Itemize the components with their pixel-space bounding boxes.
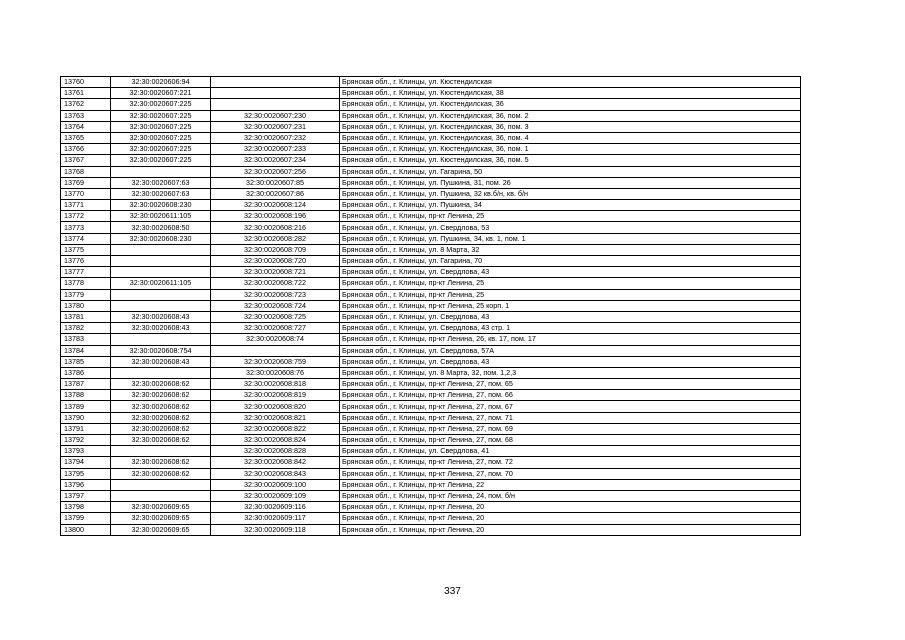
parent-cadastral-number-cell (111, 367, 211, 378)
record-number-cell: 13769 (61, 177, 111, 188)
parent-cadastral-number-cell (111, 479, 211, 490)
parent-cadastral-number-cell: 32:30:0020608:62 (111, 435, 211, 446)
table-row (61, 144, 801, 155)
address-cell: Брянская обл., г. Клинцы, ул. Пушкина, 34, кв. 1, пом. 1 (340, 233, 801, 244)
cadastral-number-cell (211, 99, 340, 110)
record-number-cell: 13792 (61, 435, 111, 446)
record-number-cell: 13798 (61, 502, 111, 513)
cadastral-number-cell: 32:30:0020608:727 (211, 323, 340, 334)
table-row (61, 502, 801, 513)
address-cell: Брянская обл., г. Клинцы, ул. Пушкина, 31, пом. 26 (340, 177, 801, 188)
record-number-cell: 13776 (61, 256, 111, 267)
record-number-cell: 13779 (61, 289, 111, 300)
table-row (61, 121, 801, 132)
record-number-cell: 13799 (61, 513, 111, 524)
address-cell: Брянская обл., г. Клинцы, ул. Кюстендилская, 38 (340, 88, 801, 99)
table-row (61, 222, 801, 233)
parent-cadastral-number-cell: 32:30:0020607:63 (111, 188, 211, 199)
cadastral-number-cell: 32:30:0020608:722 (211, 278, 340, 289)
table-row (61, 177, 801, 188)
address-cell: Брянская обл., г. Клинцы, пр-кт Ленина, 25 (340, 278, 801, 289)
record-number-cell: 13768 (61, 166, 111, 177)
table-row (61, 334, 801, 345)
parent-cadastral-number-cell: 32:30:0020608:62 (111, 423, 211, 434)
parent-cadastral-number-cell: 32:30:0020608:754 (111, 345, 211, 356)
cadastral-number-cell: 32:30:0020607:233 (211, 144, 340, 155)
parent-cadastral-number-cell: 32:30:0020608:43 (111, 323, 211, 334)
cadastral-number-cell: 32:30:0020608:196 (211, 211, 340, 222)
record-number-cell: 13767 (61, 155, 111, 166)
parent-cadastral-number-cell: 32:30:0020606:94 (111, 77, 211, 88)
cadastral-number-cell: 32:30:0020608:725 (211, 311, 340, 322)
table-row (61, 188, 801, 199)
parent-cadastral-number-cell: 32:30:0020608:230 (111, 200, 211, 211)
address-cell: Брянская обл., г. Клинцы, пр-кт Ленина, 22 (340, 479, 801, 490)
address-cell: Брянская обл., г. Клинцы, пр-кт Ленина, 26, кв. 17, пом. 17 (340, 334, 801, 345)
parent-cadastral-number-cell: 32:30:0020607:225 (111, 132, 211, 143)
parent-cadastral-number-cell: 32:30:0020607:63 (111, 177, 211, 188)
cadastral-number-cell: 32:30:0020608:818 (211, 379, 340, 390)
cadastral-number-cell: 32:30:0020608:721 (211, 267, 340, 278)
table-row (61, 379, 801, 390)
address-cell: Брянская обл., г. Клинцы, пр-кт Ленина, 20 (340, 513, 801, 524)
address-cell: Брянская обл., г. Клинцы, пр-кт Ленина, 20 (340, 502, 801, 513)
address-cell: Брянская обл., г. Клинцы, пр-кт Ленина, 27, пом. 65 (340, 379, 801, 390)
record-number-cell: 13782 (61, 323, 111, 334)
table-row (61, 300, 801, 311)
cadastral-number-cell: 32:30:0020608:819 (211, 390, 340, 401)
cadastral-number-cell: 32:30:0020609:118 (211, 524, 340, 535)
parent-cadastral-number-cell: 32:30:0020607:225 (111, 99, 211, 110)
parent-cadastral-number-cell: 32:30:0020608:230 (111, 233, 211, 244)
parent-cadastral-number-cell: 32:30:0020608:62 (111, 412, 211, 423)
address-cell: Брянская обл., г. Клинцы, ул. Пушкина, 32 кв.б/н, кв. б/н (340, 188, 801, 199)
parent-cadastral-number-cell: 32:30:0020607:225 (111, 155, 211, 166)
cadastral-number-cell: 32:30:0020607:232 (211, 132, 340, 143)
table-row (61, 446, 801, 457)
cadastral-number-cell: 32:30:0020608:76 (211, 367, 340, 378)
parent-cadastral-number-cell: 32:30:0020608:62 (111, 457, 211, 468)
table-row (61, 479, 801, 490)
address-cell: Брянская обл., г. Клинцы, ул. 8 Марта, 32, пом. 1,2,3 (340, 367, 801, 378)
record-number-cell: 13793 (61, 446, 111, 457)
address-cell: Брянская обл., г. Клинцы, пр-кт Ленина, 25 (340, 211, 801, 222)
address-cell: Брянская обл., г. Клинцы, пр-кт Ленина, 27, пом. 69 (340, 423, 801, 434)
table-row (61, 490, 801, 501)
record-number-cell: 13773 (61, 222, 111, 233)
parent-cadastral-number-cell (111, 300, 211, 311)
cadastral-number-cell (211, 77, 340, 88)
table-row (61, 278, 801, 289)
address-cell: Брянская обл., г. Клинцы, ул. Кюстендилская, 36, пом. 5 (340, 155, 801, 166)
address-cell: Брянская обл., г. Клинцы, ул. Свердлова, 43 (340, 356, 801, 367)
cadastral-number-cell: 32:30:0020608:821 (211, 412, 340, 423)
cadastral-number-cell: 32:30:0020608:720 (211, 256, 340, 267)
record-number-cell: 13777 (61, 267, 111, 278)
address-cell: Брянская обл., г. Клинцы, ул. Свердлова, 43 (340, 267, 801, 278)
cadastral-number-cell (211, 88, 340, 99)
cadastral-number-cell: 32:30:0020608:820 (211, 401, 340, 412)
record-number-cell: 13778 (61, 278, 111, 289)
table-row (61, 524, 801, 535)
cadastral-number-cell: 32:30:0020609:116 (211, 502, 340, 513)
parent-cadastral-number-cell: 32:30:0020608:62 (111, 379, 211, 390)
table-row (61, 110, 801, 121)
record-number-cell: 13760 (61, 77, 111, 88)
table-row (61, 256, 801, 267)
address-cell: Брянская обл., г. Клинцы, ул. Кюстендилская, 36, пом. 3 (340, 121, 801, 132)
table-row (61, 513, 801, 524)
record-number-cell: 13788 (61, 390, 111, 401)
address-cell: Брянская обл., г. Клинцы, пр-кт Ленина, 27, пом. 72 (340, 457, 801, 468)
address-cell: Брянская обл., г. Клинцы, ул. 8 Марта, 32 (340, 244, 801, 255)
address-cell: Брянская обл., г. Клинцы, пр-кт Ленина, 27, пом. 68 (340, 435, 801, 446)
table-row (61, 166, 801, 177)
address-cell: Брянская обл., г. Клинцы, ул. Свердлова, 43 (340, 311, 801, 322)
cadastral-number-cell: 32:30:0020607:230 (211, 110, 340, 121)
address-cell: Брянская обл., г. Клинцы, ул. Пушкина, 34 (340, 200, 801, 211)
record-number-cell: 13783 (61, 334, 111, 345)
table-row (61, 367, 801, 378)
parent-cadastral-number-cell: 32:30:0020608:43 (111, 356, 211, 367)
cadastral-number-cell: 32:30:0020608:216 (211, 222, 340, 233)
cadastral-number-cell: 32:30:0020609:117 (211, 513, 340, 524)
address-cell: Брянская обл., г. Клинцы, ул. Свердлова, 53 (340, 222, 801, 233)
record-number-cell: 13770 (61, 188, 111, 199)
record-number-cell: 13763 (61, 110, 111, 121)
address-cell: Брянская обл., г. Клинцы, ул. Свердлова, 41 (340, 446, 801, 457)
record-number-cell: 13772 (61, 211, 111, 222)
parent-cadastral-number-cell: 32:30:0020609:65 (111, 502, 211, 513)
record-number-cell: 13791 (61, 423, 111, 434)
cadastral-number-cell: 32:30:0020607:86 (211, 188, 340, 199)
cadastral-number-cell: 32:30:0020608:282 (211, 233, 340, 244)
cadastral-number-cell: 32:30:0020608:709 (211, 244, 340, 255)
page-number: 337 (444, 586, 461, 597)
table-row (61, 267, 801, 278)
address-cell: Брянская обл., г. Клинцы, ул. Кюстендилская, 36, пом. 2 (340, 110, 801, 121)
address-cell: Брянская обл., г. Клинцы, пр-кт Ленина, 25 (340, 289, 801, 300)
record-number-cell: 13796 (61, 479, 111, 490)
record-number-cell: 13785 (61, 356, 111, 367)
table-row (61, 289, 801, 300)
registry-table-body (61, 77, 801, 536)
parent-cadastral-number-cell: 32:30:0020607:225 (111, 110, 211, 121)
record-number-cell: 13766 (61, 144, 111, 155)
record-number-cell: 13795 (61, 468, 111, 479)
table-row (61, 200, 801, 211)
address-cell: Брянская обл., г. Клинцы, пр-кт Ленина, 20 (340, 524, 801, 535)
record-number-cell: 13800 (61, 524, 111, 535)
address-cell: Брянская обл., г. Клинцы, ул. Гагарина, 50 (340, 166, 801, 177)
record-number-cell: 13794 (61, 457, 111, 468)
cadastral-number-cell: 32:30:0020608:74 (211, 334, 340, 345)
parent-cadastral-number-cell (111, 334, 211, 345)
parent-cadastral-number-cell: 32:30:0020611:105 (111, 211, 211, 222)
record-number-cell: 13786 (61, 367, 111, 378)
table-row (61, 401, 801, 412)
parent-cadastral-number-cell: 32:30:0020608:43 (111, 311, 211, 322)
table-row (61, 435, 801, 446)
record-number-cell: 13762 (61, 99, 111, 110)
parent-cadastral-number-cell (111, 289, 211, 300)
cadastral-number-cell: 32:30:0020608:759 (211, 356, 340, 367)
cadastral-number-cell: 32:30:0020608:724 (211, 300, 340, 311)
table-row (61, 77, 801, 88)
parent-cadastral-number-cell: 32:30:0020607:221 (111, 88, 211, 99)
address-cell: Брянская обл., г. Клинцы, ул. Кюстендилская, 36 (340, 99, 801, 110)
table-row (61, 244, 801, 255)
parent-cadastral-number-cell: 32:30:0020609:65 (111, 524, 211, 535)
parent-cadastral-number-cell: 32:30:0020608:62 (111, 468, 211, 479)
table-row (61, 311, 801, 322)
record-number-cell: 13775 (61, 244, 111, 255)
table-row (61, 211, 801, 222)
address-cell: Брянская обл., г. Клинцы, пр-кт Ленина, 27, пом. 66 (340, 390, 801, 401)
address-cell: Брянская обл., г. Клинцы, пр-кт Ленина, 24, пом. б/н (340, 490, 801, 501)
parent-cadastral-number-cell (111, 267, 211, 278)
address-cell: Брянская обл., г. Клинцы, пр-кт Ленина, 27, пом. 67 (340, 401, 801, 412)
table-row (61, 468, 801, 479)
parent-cadastral-number-cell: 32:30:0020608:62 (111, 390, 211, 401)
cadastral-number-cell: 32:30:0020607:234 (211, 155, 340, 166)
table-row (61, 132, 801, 143)
table-row (61, 390, 801, 401)
table-row (61, 412, 801, 423)
table-row (61, 155, 801, 166)
cadastral-number-cell: 32:30:0020608:824 (211, 435, 340, 446)
cadastral-number-cell: 32:30:0020609:100 (211, 479, 340, 490)
cadastral-number-cell: 32:30:0020607:256 (211, 166, 340, 177)
table-row (61, 99, 801, 110)
record-number-cell: 13790 (61, 412, 111, 423)
address-cell: Брянская обл., г. Клинцы, ул. Кюстендилская, 36, пом. 4 (340, 132, 801, 143)
address-cell: Брянская обл., г. Клинцы, ул. Свердлова, 43 стр. 1 (340, 323, 801, 334)
record-number-cell: 13789 (61, 401, 111, 412)
parent-cadastral-number-cell: 32:30:0020608:50 (111, 222, 211, 233)
parent-cadastral-number-cell: 32:30:0020608:62 (111, 401, 211, 412)
address-cell: Брянская обл., г. Клинцы, пр-кт Ленина, 25 корп. 1 (340, 300, 801, 311)
record-number-cell: 13797 (61, 490, 111, 501)
record-number-cell: 13781 (61, 311, 111, 322)
table-row (61, 423, 801, 434)
table-row (61, 457, 801, 468)
record-number-cell: 13784 (61, 345, 111, 356)
record-number-cell: 13761 (61, 88, 111, 99)
address-cell: Брянская обл., г. Клинцы, пр-кт Ленина, 27, пом. 70 (340, 468, 801, 479)
cadastral-number-cell: 32:30:0020608:723 (211, 289, 340, 300)
address-cell: Брянская обл., г. Клинцы, пр-кт Ленина, 27, пом. 71 (340, 412, 801, 423)
cadastral-number-cell: 32:30:0020608:842 (211, 457, 340, 468)
address-cell: Брянская обл., г. Клинцы, ул. Свердлова, 57А (340, 345, 801, 356)
record-number-cell: 13780 (61, 300, 111, 311)
cadastral-number-cell: 32:30:0020607:231 (211, 121, 340, 132)
cadastral-number-cell (211, 345, 340, 356)
record-number-cell: 13774 (61, 233, 111, 244)
address-cell: Брянская обл., г. Клинцы, ул. Гагарина, 70 (340, 256, 801, 267)
table-row (61, 356, 801, 367)
parent-cadastral-number-cell: 32:30:0020607:225 (111, 144, 211, 155)
parent-cadastral-number-cell: 32:30:0020609:65 (111, 513, 211, 524)
registry-table (60, 76, 801, 536)
record-number-cell: 13764 (61, 121, 111, 132)
cadastral-number-cell: 32:30:0020608:822 (211, 423, 340, 434)
parent-cadastral-number-cell (111, 244, 211, 255)
record-number-cell: 13787 (61, 379, 111, 390)
cadastral-number-cell: 32:30:0020609:109 (211, 490, 340, 501)
address-cell: Брянская обл., г. Клинцы, ул. Кюстендилская, 36, пом. 1 (340, 144, 801, 155)
table-row (61, 323, 801, 334)
address-cell: Брянская обл., г. Клинцы, ул. Кюстендилская (340, 77, 801, 88)
cadastral-number-cell: 32:30:0020607:85 (211, 177, 340, 188)
parent-cadastral-number-cell (111, 166, 211, 177)
table-row (61, 233, 801, 244)
cadastral-number-cell: 32:30:0020608:843 (211, 468, 340, 479)
table-row (61, 88, 801, 99)
parent-cadastral-number-cell (111, 256, 211, 267)
parent-cadastral-number-cell: 32:30:0020611:105 (111, 278, 211, 289)
parent-cadastral-number-cell (111, 490, 211, 501)
record-number-cell: 13771 (61, 200, 111, 211)
cadastral-number-cell: 32:30:0020608:124 (211, 200, 340, 211)
cadastral-number-cell: 32:30:0020608:828 (211, 446, 340, 457)
parent-cadastral-number-cell: 32:30:0020607:225 (111, 121, 211, 132)
table-row (61, 345, 801, 356)
parent-cadastral-number-cell (111, 446, 211, 457)
record-number-cell: 13765 (61, 132, 111, 143)
